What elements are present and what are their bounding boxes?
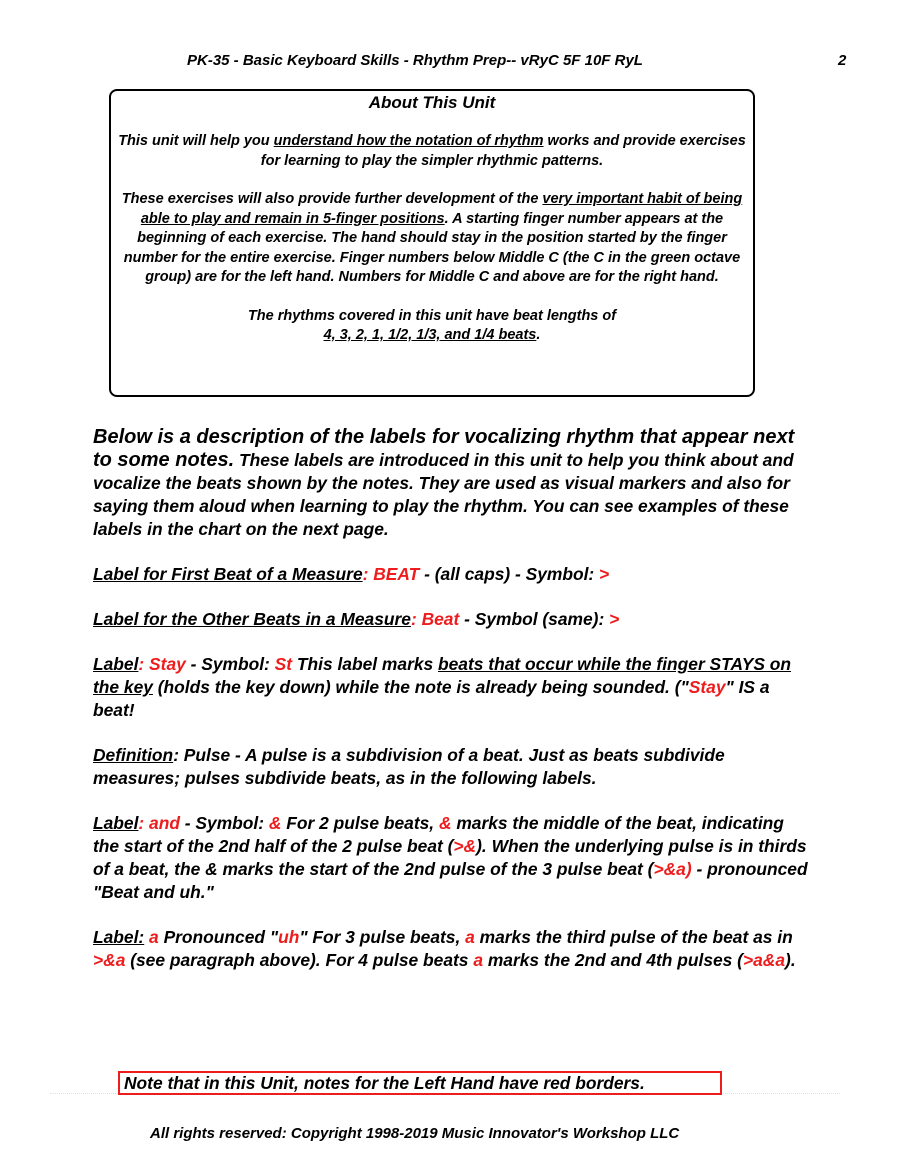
label-title: Label for First Beat of a Measure [93, 564, 363, 584]
label-word: BEAT [373, 564, 420, 584]
underlined-text: beats that occur while the finger STAYS on the key [93, 654, 792, 697]
label-word: Stay [688, 677, 726, 697]
text-segment: (holds the key down) while the note is already being sounded. (" [152, 677, 689, 697]
text-segment: " IS a beat! [93, 677, 770, 720]
about-paragraph-3 [111, 307, 753, 346]
document-title: PK-35 - Basic Keyboard Skills - Rhythm Prep-- vRyC 5F 10F RyL [187, 52, 643, 69]
about-unit-box [109, 89, 755, 397]
stay-label-item [93, 653, 813, 722]
label-word: Beat [421, 609, 460, 629]
first-beat-label-item [93, 563, 813, 586]
underlined-text: very important habit of being able to play and remain in 5-finger positions [140, 191, 743, 227]
main-body [93, 426, 813, 994]
intro-paragraph [93, 426, 813, 541]
label-title: Label: [93, 927, 145, 947]
label-title: Label for the Other Beats in a Measure [93, 609, 411, 629]
label-symbol: & [268, 813, 282, 833]
punct: : [362, 564, 374, 584]
about-paragraph-2 [111, 190, 753, 288]
text-segment: . [536, 327, 541, 343]
intro-rest: These labels are introduced in this unit to help you think about and vocalize the beats shown by the notes. They are used as visual markers and also for saying them aloud when learning to play the rhythm. You can see examples of these labels in the chart on the next page. [93, 450, 794, 539]
text-segment: - pronounced "Beat and uh." [93, 859, 808, 902]
rhythm-example: >&a [93, 950, 126, 970]
other-beats-label-item [93, 608, 813, 631]
text-segment: - (all caps) - Symbol: [419, 564, 600, 584]
text-segment: - Symbol (same): [459, 609, 610, 629]
copyright-footer: All rights reserved: Copyright 1998-2019 Music Innovator's Workshop LLC [150, 1125, 680, 1142]
punct: : [410, 609, 422, 629]
text-segment: ). [785, 950, 796, 970]
text-segment: These exercises will also provide further development of the [121, 191, 543, 207]
text-segment: works and provide exercises for learning to play the simpler rhythmic patterns. [260, 133, 746, 169]
punct: : [138, 654, 150, 674]
text-segment: The rhythms covered in this unit have beat lengths of [247, 307, 617, 324]
label-title: Definition [93, 745, 174, 765]
label-symbol: a [473, 950, 483, 970]
text-segment: . A starting finger number appears at the beginning of each exercise. The hand should stay in the position started by the finger number for the entire exercise. Finger numbers below Middle C (the C in the green octave group) are for the left hand. Numbers for Middle C and above are for the right hand. [123, 210, 741, 285]
page-number: 2 [838, 52, 847, 69]
text-segment: - Symbol: [179, 813, 269, 833]
label-symbol: & [438, 813, 452, 833]
text-segment: For 2 pulse beats, [281, 813, 439, 833]
and-label-item [93, 812, 813, 904]
label-symbol: > [599, 564, 610, 584]
pulse-definition-item [93, 744, 813, 790]
label-word: uh [278, 927, 300, 947]
a-label-item [93, 926, 813, 972]
text-segment: " For 3 pulse beats, [299, 927, 466, 947]
rhythm-example: >&a) [653, 859, 692, 879]
intro-lead: Below is a description of the labels for vocalizing rhythm that appear next to some notes. [93, 426, 795, 471]
label-word: and [149, 813, 180, 833]
label-symbol: a [465, 927, 475, 947]
label-title: Label [93, 813, 139, 833]
underlined-text: understand how the notation of rhythm [273, 133, 544, 149]
about-paragraph-1 [111, 132, 753, 171]
text-segment: marks the third pulse of the beat as in [474, 927, 793, 947]
text-segment: ). When the underlying pulse is in thirds of a beat, the & marks the start of the 2nd pulse of the 3 pulse beat ( [93, 836, 807, 879]
text-segment: This unit will help you [118, 133, 274, 149]
text-segment: Pronounced " [158, 927, 279, 947]
label-symbol: St [274, 654, 293, 674]
label-word: a [144, 927, 159, 947]
text-segment: marks the middle of the beat, indicating the start of the 2nd half of the 2 pulse beat ( [93, 813, 784, 856]
text-segment: This label marks [292, 654, 439, 674]
text-segment: - Symbol: [185, 654, 275, 674]
punct: : [138, 813, 150, 833]
text-segment: : Pulse - A pulse is a subdivision of a beat. Just as beats subdivide measures; pulses subdivide beats, as in the following labels. [93, 745, 725, 788]
about-heading: About This Unit [368, 93, 496, 112]
left-hand-note-box: Note that in this Unit, notes for the Left Hand have red borders. [118, 1071, 722, 1095]
label-symbol: > [609, 609, 620, 629]
underlined-text: 4, 3, 2, 1, 1/2, 1/3, and 1/4 beats [323, 327, 537, 343]
rhythm-example: >a&a [742, 950, 786, 970]
label-word: Stay [149, 654, 186, 674]
rhythm-example: >& [453, 836, 477, 856]
text-segment: marks the 2nd and 4th pulses ( [483, 950, 743, 970]
label-title: Label [93, 654, 139, 674]
text-segment: (see paragraph above). For 4 pulse beats [125, 950, 474, 970]
